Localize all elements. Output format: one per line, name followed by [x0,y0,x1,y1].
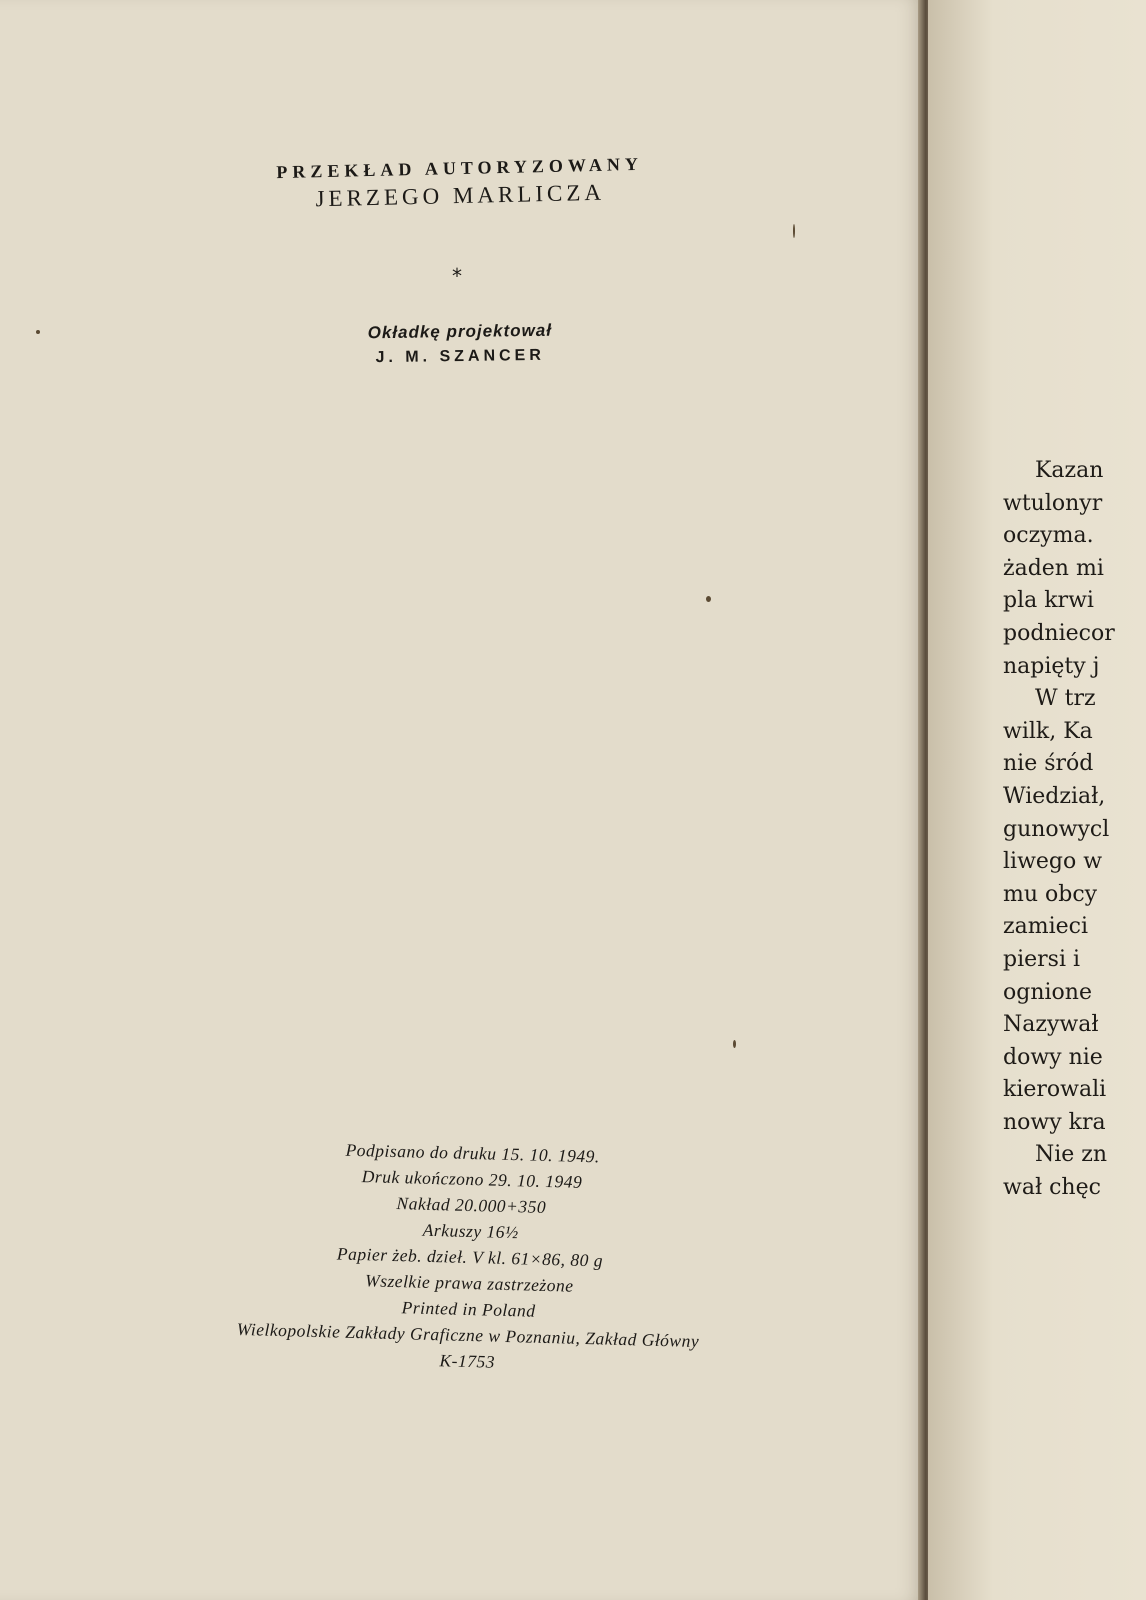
colophon-line: Nakład 20.000+350 [396,1193,547,1217]
paper-speck [793,224,795,238]
text-line: Wiedział, [1003,783,1106,809]
separator-asterisk: * [452,264,462,288]
text-line: oczyma. [1003,523,1094,549]
text-line: zamieci [1003,914,1088,940]
cover-designer-name: J. M. SZANCER [375,346,545,367]
colophon [147,1132,793,1383]
paper-speck [36,330,40,334]
text-line: podniecor [1003,620,1115,646]
colophon-line: Wielkopolskie Zakłady Graficzne w Poznaniu, Zakład Główny [236,1318,700,1352]
text-line: nowy kra [1003,1109,1106,1135]
text-line: liwego w [1003,849,1103,875]
text-line: mu obcy [1003,881,1098,907]
translator-name: JERZEGO MARLICZA [315,179,606,212]
text-line: wał chęc [1003,1175,1101,1201]
translator-credit [159,151,760,216]
colophon-line: Arkuszy 16½ [422,1219,519,1243]
colophon-line: K-1753 [439,1350,496,1372]
colophon-line: Papier żeb. dzieł. V kl. 61×86, 80 g [336,1243,604,1271]
text-line: wtulonyr [1003,490,1103,516]
text-line: wilk, Ka [1003,718,1093,744]
paper-speck [733,1040,736,1048]
colophon-line: Druk ukończono 29. 10. 1949 [361,1166,583,1192]
cover-designer-label: Okładkę projektował [367,320,553,343]
text-line: napięty j [1003,653,1100,679]
colophon-line: Podpisano do druku 15. 10. 1949. [345,1139,601,1167]
colophon-line: Printed in Poland [401,1297,536,1321]
text-line: nie śród [1003,751,1094,777]
text-line: Kazan [1035,458,1104,483]
right-page-text [1003,455,1146,1205]
paper-speck [706,596,711,602]
text-line: dowy nie [1003,1044,1103,1070]
text-line: Nazywał [1003,1012,1099,1038]
text-line: Nie zn [1035,1142,1108,1168]
text-line: kierowali [1003,1077,1107,1103]
text-line: pla krwi [1003,588,1094,614]
colophon-line: Wszelkie prawa zastrzeżone [364,1270,574,1296]
text-line: ognione [1003,979,1092,1005]
translation-label: PRZEKŁAD AUTORYZOWANY [276,153,644,183]
text-line: piersi i [1003,946,1081,972]
text-line: W trz [1035,686,1096,712]
text-line: żaden mi [1003,555,1104,581]
text-line: gunowycl [1003,816,1110,842]
cover-credit [160,318,761,370]
